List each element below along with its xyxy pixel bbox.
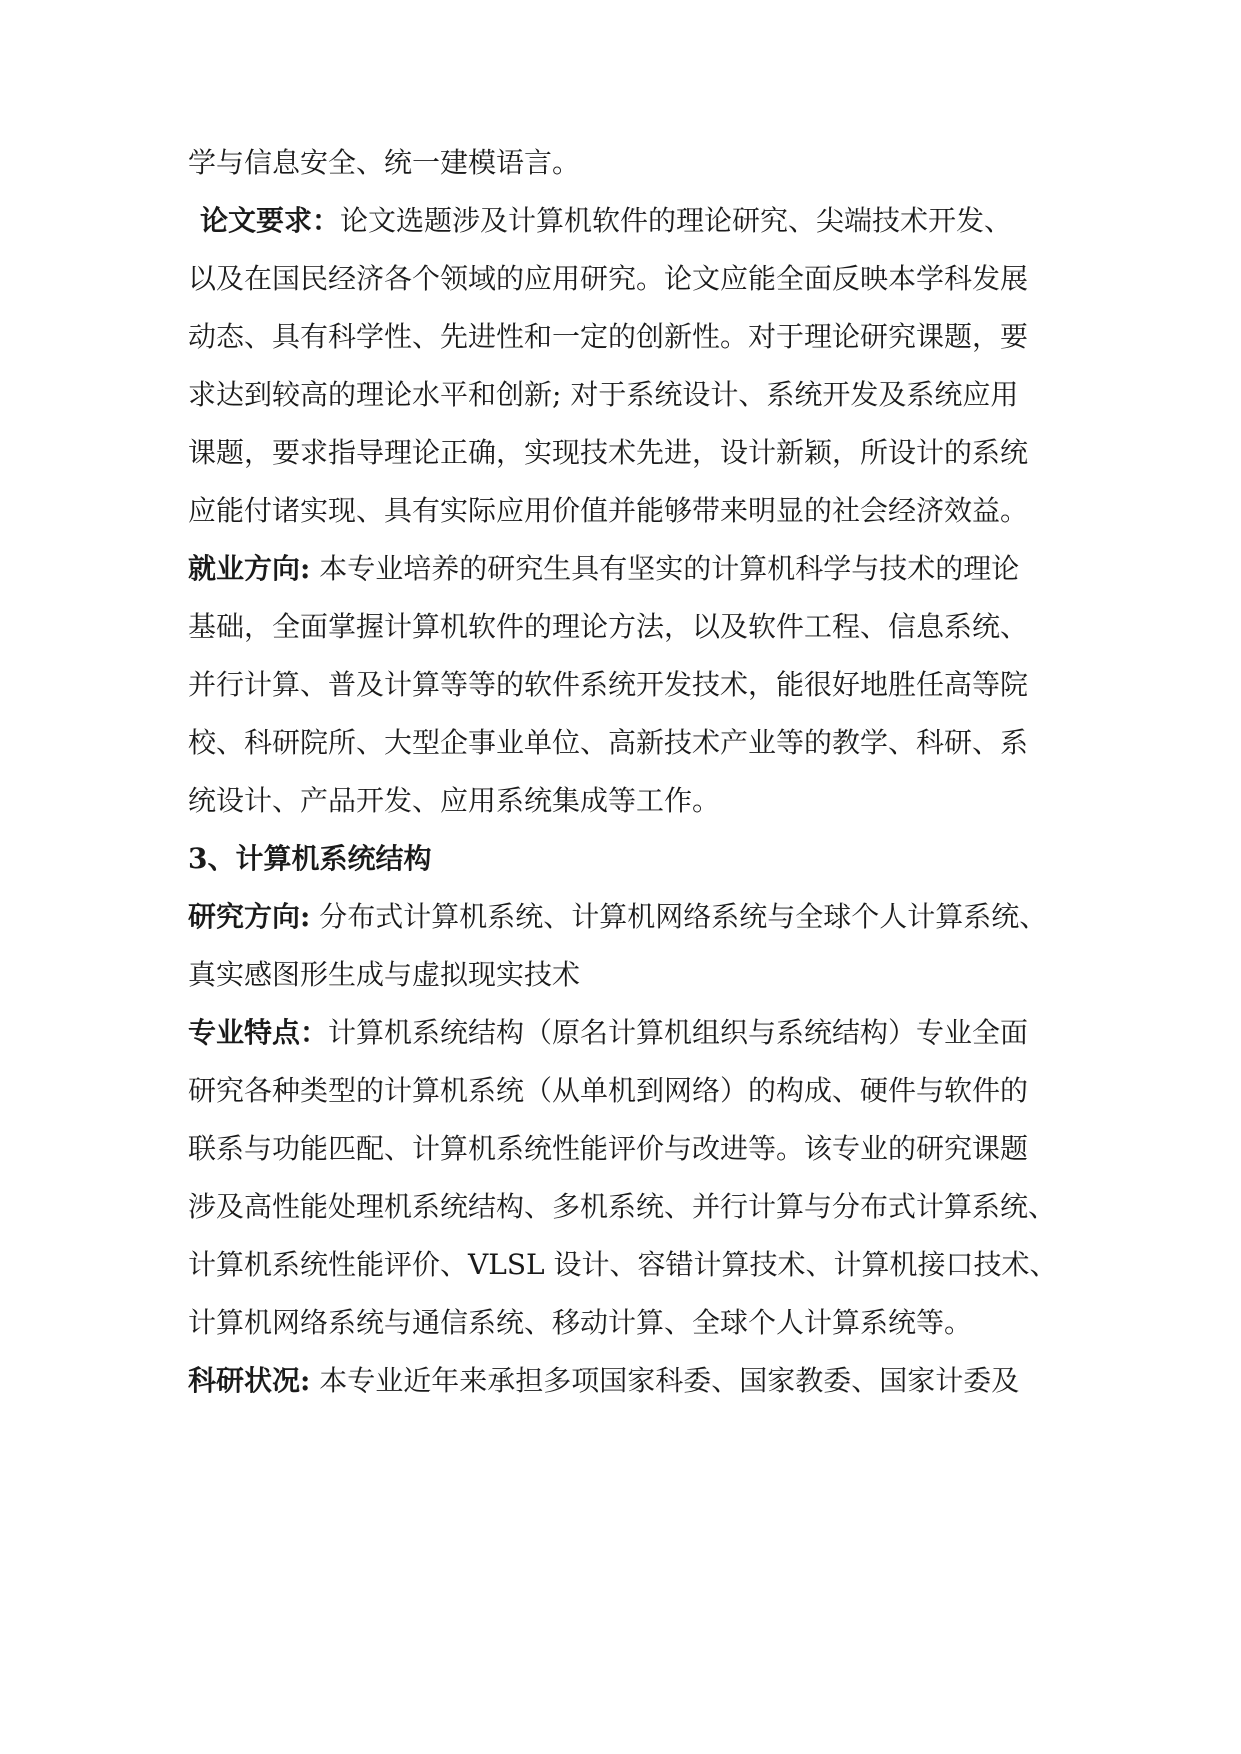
paragraph-line xyxy=(188,1357,1058,1405)
paragraph-line: 求达到较高的理论水平和创新; 对于系统设计、系统开发及系统应用 xyxy=(188,378,1019,411)
paragraph-line: 涉及高性能处理机系统结构、多机系统、并行计算与分布式计算系统、 xyxy=(188,1190,1057,1223)
paragraph-text: 分布式计算机系统、计算机网络系统与全球个人计算系统、 xyxy=(310,900,1048,933)
paragraph-line: 计算机网络系统与通信系统、移动计算、全球个人计算系统等。 xyxy=(188,1306,973,1339)
paragraph-line: 联系与功能匹配、计算机系统性能评价与改进等。该专业的研究课题 xyxy=(188,1132,1029,1165)
paragraph-line: 课题，要求指导理论正确，实现技术先进，设计新颖，所设计的系统 xyxy=(188,436,1029,469)
paragraph-line: 动态、具有科学性、先进性和一定的创新性。对于理论研究课题，要 xyxy=(188,320,1029,353)
paragraph-line: 真实感图形生成与虚拟现实技术 xyxy=(188,958,581,991)
section-label: 专业特点： xyxy=(188,1016,329,1049)
paragraph-line: 计算机系统性能评价、VLSL 设计、容错计算技术、计算机接口技术、 xyxy=(188,1248,1058,1281)
paragraph-line: 以及在国民经济各个领域的应用研究。论文应能全面反映本学科发展 xyxy=(188,262,1029,295)
paragraph-text: 论文选题涉及计算机软件的理论研究、尖端技术开发、 xyxy=(340,204,1013,237)
paragraph-line xyxy=(188,197,1058,245)
paragraph-line xyxy=(188,893,1058,941)
paragraph-line xyxy=(188,545,1058,593)
section-label: 科研状况: xyxy=(188,1364,311,1397)
section-label: 研究方向: xyxy=(188,900,311,933)
paragraph-text: 本专业近年来承担多项国家科委、国家教委、国家计委及 xyxy=(310,1364,1020,1397)
paragraph-line: 基础，全面掌握计算机软件的理论方法，以及软件工程、信息系统、 xyxy=(188,610,1029,643)
paragraph-text: 本专业培养的研究生具有坚实的计算机科学与技术的理论 xyxy=(310,552,1020,585)
paragraph-line: 统设计、产品开发、应用系统集成等工作。 xyxy=(188,784,721,817)
paragraph-line: 研究各种类型的计算机系统（从单机到网络）的构成、硬件与软件的 xyxy=(188,1074,1029,1107)
section-label: 论文要求： xyxy=(200,204,341,237)
paragraph-line: 校、科研院所、大型企事业单位、高新技术产业等的教学、科研、系 xyxy=(188,726,1029,759)
paragraph-line: 并行计算、普及计算等等的软件系统开发技术，能很好地胜任高等院 xyxy=(188,668,1029,701)
paragraph-text: 计算机系统结构（原名计算机组织与系统结构）专业全面 xyxy=(328,1016,1029,1049)
section-label: 就业方向: xyxy=(188,552,311,585)
paragraph-line: 应能付诸实现、具有实际应用价值并能够带来明显的社会经济效益。 xyxy=(188,494,1029,527)
section-heading: 3、计算机系统结构 xyxy=(188,842,432,875)
paragraph-line: 学与信息安全、统一建模语言。 xyxy=(188,146,581,179)
paragraph-line xyxy=(188,1009,1058,1057)
